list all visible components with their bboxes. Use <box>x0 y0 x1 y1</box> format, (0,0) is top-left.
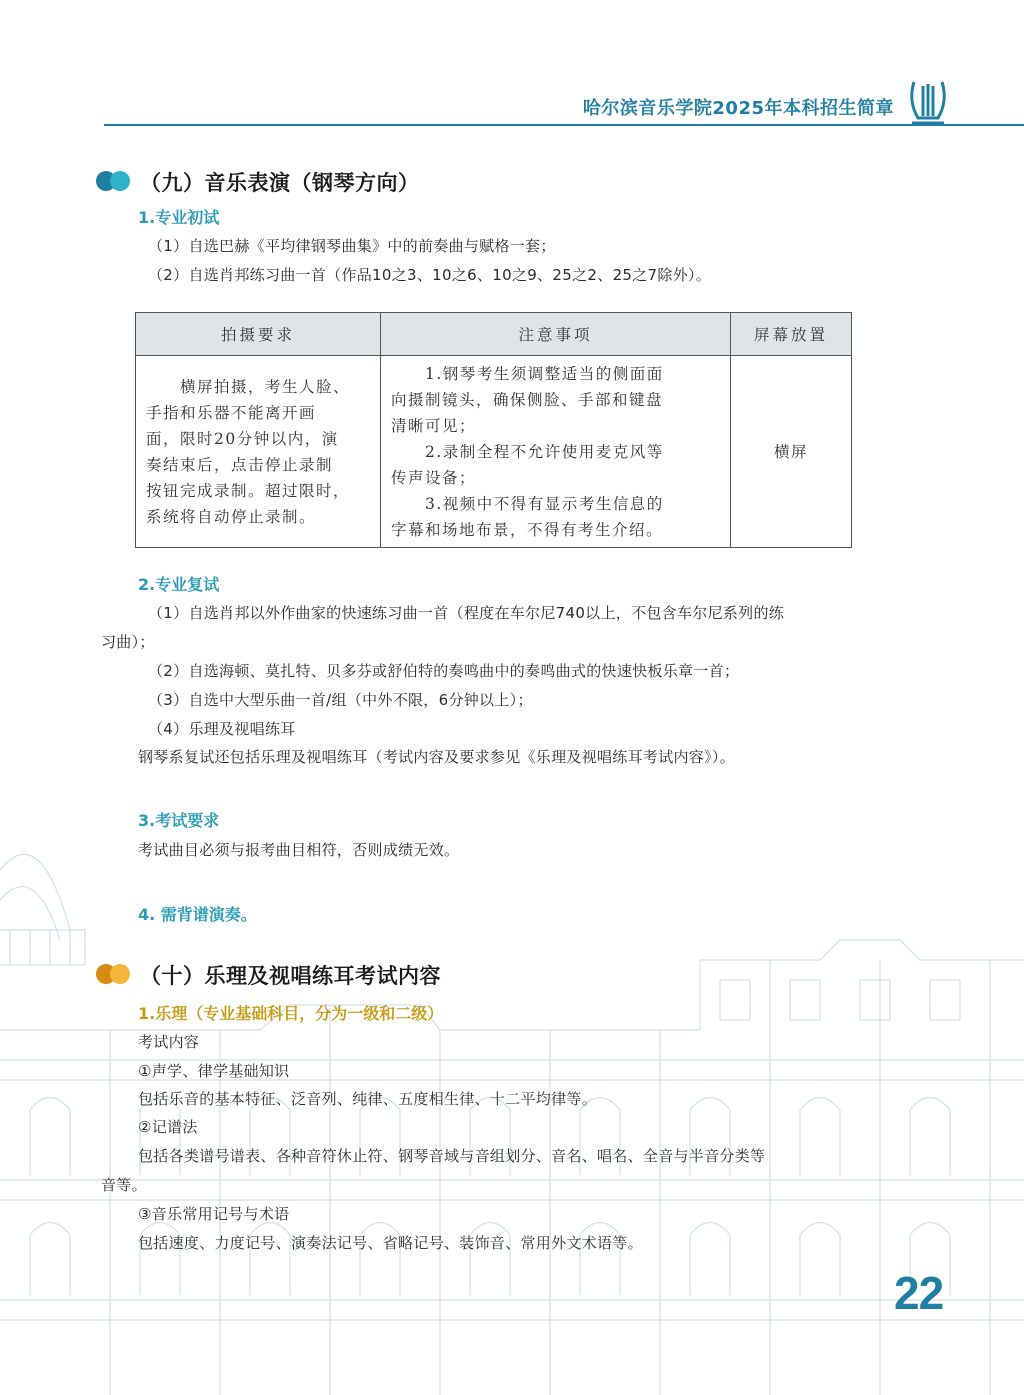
table-cell <box>731 356 852 548</box>
lyre-logo-icon <box>906 76 950 126</box>
paragraph: 考试曲目必须与报考曲目相符，否则成绩无效。 <box>138 841 460 859</box>
section-title: （九）音乐表演（钢琴方向） <box>140 171 420 195</box>
shooting-requirements-text: 横屏拍摄，考生人脸、 手指和乐器不能离开画 面，限时20分钟以内，演 奏结束后，点击停止录制 按钮完成录制。超过限时， 系统将自动停止录制。 <box>146 377 351 526</box>
list-item: （3）自选中大型乐曲一首/组（中外不限，6分钟以上）； <box>148 691 533 709</box>
subsection-heading: 1.乐理（专业基础科目，分为一级和二级） <box>138 1004 444 1023</box>
paragraph: ②记谱法 <box>138 1118 198 1136</box>
recording-requirements-table <box>135 312 852 548</box>
section-bullet-icon <box>96 169 136 193</box>
header-divider <box>104 124 1024 126</box>
paragraph: 考试内容 <box>138 1033 200 1051</box>
paragraph: 包括乐音的基本特征、泛音列、纯律、五度相生律、十二平均律等。 <box>138 1090 598 1108</box>
header-title: 哈尔滨音乐学院2025年本科招生简章 <box>582 98 894 119</box>
table-cell <box>136 356 381 548</box>
screen-orientation-text: 横屏 <box>773 442 808 461</box>
list-item: （4）乐理及视唱练耳 <box>148 720 296 738</box>
list-item: （1）自选巴赫《平均律钢琴曲集》中的前奏曲与赋格一套； <box>148 237 556 255</box>
table-cell <box>381 356 731 548</box>
section-title: （十）乐理及视唱练耳考试内容 <box>140 964 441 988</box>
notes-text: 1.钢琴考生须调整适当的侧面面 向摄制镜头，确保侧脸、手部和键盘 清晰可见； 2.录制全程不允许使用麦克风等 传声设备； 3.视频中不得有显示考生信息的 字幕和场地布景，不得有考生介绍。 <box>391 364 664 539</box>
paragraph: 音等。 <box>101 1176 147 1194</box>
list-item: （2）自选肖邦练习曲一首（作品10之3、10之6、10之9、25之2、25之7除外）。 <box>148 266 712 284</box>
paragraph: 钢琴系复试还包括乐理及视唱练耳（考试内容及要求参见《乐理及视唱练耳考试内容》）。 <box>138 748 736 766</box>
subsection-heading: 4. 需背谱演奏。 <box>138 905 257 924</box>
table-header: 拍摄要求 <box>136 313 381 356</box>
paragraph: ①声学、律学基础知识 <box>138 1062 290 1080</box>
subsection-heading: 2.专业复试 <box>138 575 220 594</box>
subsection-heading: 1.专业初试 <box>138 208 220 227</box>
page-number: 22 <box>894 1267 944 1319</box>
table-header: 注意事项 <box>381 313 731 356</box>
list-item: （2）自选海顿、莫扎特、贝多芬或舒伯特的奏鸣曲中的奏鸣曲式的快速快板乐章一首； <box>148 662 740 680</box>
paragraph: 包括速度、力度记号、演奏法记号、省略记号、装饰音、常用外文术语等。 <box>138 1234 643 1252</box>
section-bullet-icon <box>96 962 136 986</box>
subsection-heading: 3.考试要求 <box>138 811 220 830</box>
list-item: （1）自选肖邦以外作曲家的快速练习曲一首（程度在车尔尼740以上，不包含车尔尼系列的练 <box>148 604 785 622</box>
table-header: 屏幕放置 <box>731 313 852 356</box>
paragraph: ③音乐常用记号与术语 <box>138 1205 290 1223</box>
list-item: 习曲）； <box>101 633 155 651</box>
paragraph: 包括各类谱号谱表、各种音符休止符、钢琴音域与音组划分、音名、唱名、全音与半音分类等 <box>138 1147 766 1165</box>
